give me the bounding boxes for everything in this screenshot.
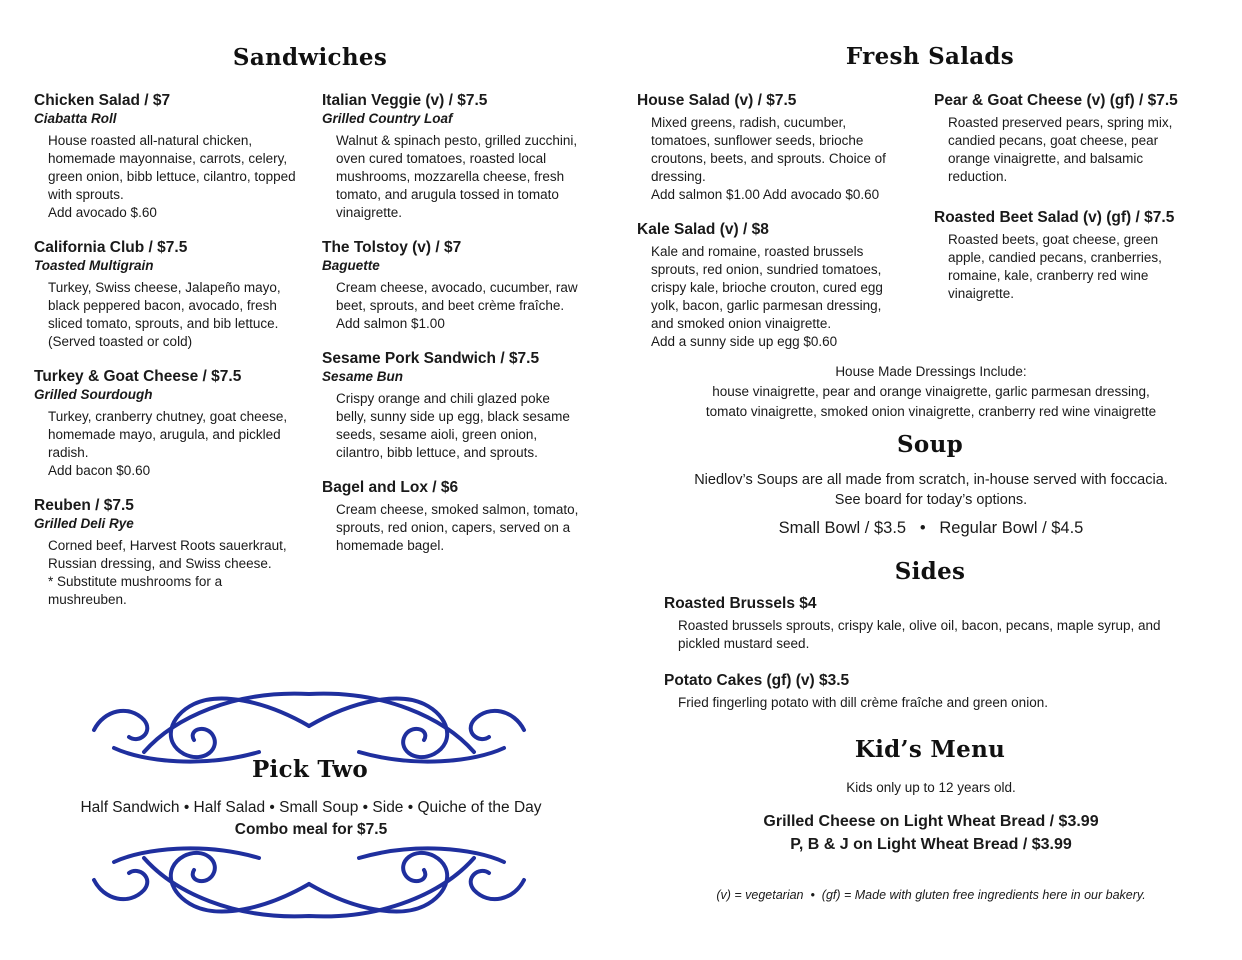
salads-left-column: [637, 91, 905, 367]
dressings-list-line1: house vinaigrette, pear and orange vinaigrette, garlic parmesan dressing,: [712, 384, 1150, 399]
dietary-legend-footnote: (v) = vegetarian • (gf) = Made with gluten free ingredients here in our bakery.: [716, 888, 1146, 902]
menu-item: [322, 349, 584, 462]
item-title: California Club / $7.5: [34, 239, 188, 256]
kids-age-note: Kids only up to 12 years old.: [846, 780, 1016, 795]
item-note: * Substitute mushrooms for a mushreuben.: [48, 574, 223, 607]
kids-menu-heading: Kid’s Menu: [854, 736, 1006, 763]
sandwiches-left-column: [34, 91, 304, 625]
menu-item: [34, 367, 304, 480]
sandwiches-heading: Sandwiches: [232, 44, 388, 71]
salads-right-column: [934, 91, 1196, 319]
item-title: Chicken Salad / $7: [34, 92, 171, 109]
item-description: Mixed greens, radish, cucumber, tomatoes, sunflower seeds, brioche croutons, beets, and sprouts. Choice of dressing.: [651, 115, 886, 184]
item-bread: Grilled Sourdough: [34, 387, 153, 402]
item-bread: Grilled Deli Rye: [34, 516, 134, 531]
dressings-list-line2: tomato vinaigrette, smoked onion vinaigrette, cranberry red wine vinaigrette: [705, 404, 1157, 419]
item-title: Bagel and Lox / $6: [322, 479, 459, 496]
menu-item: [934, 91, 1196, 186]
sides-heading: Sides: [894, 558, 966, 585]
item-bread: Toasted Multigrain: [34, 258, 154, 273]
pick-two-heading: Pick Two: [251, 756, 369, 783]
item-addon: Add bacon $0.60: [48, 463, 151, 478]
item-title: Sesame Pork Sandwich / $7.5: [322, 350, 540, 367]
kids-item-pbj: P, B & J on Light Wheat Bread / $3.99: [790, 836, 1072, 853]
menu-item: [637, 220, 905, 351]
combo-price: Combo meal for $7.5: [234, 821, 388, 838]
soup-heading: Soup: [897, 431, 963, 458]
menu-item: [934, 208, 1196, 303]
item-bread: Grilled Country Loaf: [322, 111, 453, 126]
item-description: Turkey, cranberry chutney, goat cheese, homemade mayo, arugula, and pickled radish.: [48, 409, 288, 460]
menu-item: [664, 594, 1194, 653]
item-description: Roasted brussels sprouts, crispy kale, olive oil, bacon, pecans, maple syrup, and pickled mustard seed.: [678, 618, 1161, 651]
item-description: Cream cheese, smoked salmon, tomato, sprouts, red onion, capers, served on a homemade bagel.: [336, 502, 579, 553]
item-description: Kale and romaine, roasted brussels sprouts, red onion, sundried tomatoes, crispy kale, brioche crouton, cured egg yolk, bacon, garlic parmesan dressing, and smoked onion vinaigrette.: [651, 244, 883, 331]
soup-block: [620, 470, 1242, 538]
soup-sizes: Small Bowl / $3.5 • Regular Bowl / $4.5: [778, 519, 1084, 537]
pick-two-details: [60, 797, 562, 841]
item-title: Italian Veggie (v) / $7.5: [322, 92, 488, 109]
sides-list: [664, 594, 1194, 728]
menu-item: [664, 671, 1194, 712]
item-addon: Add salmon $1.00 Add avocado $0.60: [651, 187, 880, 202]
item-description: Corned beef, Harvest Roots sauerkraut, Russian dressing, and Swiss cheese.: [48, 538, 287, 571]
item-title: The Tolstoy (v) / $7: [322, 239, 462, 256]
item-bread: Sesame Bun: [322, 369, 404, 384]
kids-menu-block: [620, 778, 1242, 856]
soup-description: Niedlov’s Soups are all made from scratch, in-house served with foccacia.: [694, 472, 1168, 488]
item-description: Crispy orange and chili glazed poke belly, sunny side up egg, black sesame seeds, sesame aioli, green onion, cilantro, bibb lettuce, and sprouts.: [336, 391, 570, 460]
item-title: Roasted Beet Salad (v) (gf) / $7.5: [934, 209, 1175, 226]
item-title: Reuben / $7.5: [34, 497, 134, 514]
dressings-block: [620, 362, 1242, 422]
item-description: Fried fingerling potato with dill crème fraîche and green onion.: [678, 695, 1048, 710]
item-title: Pear & Goat Cheese (v) (gf) / $7.5: [934, 92, 1178, 109]
item-bread: Baguette: [322, 258, 380, 273]
item-description: House roasted all-natural chicken, homemade mayonnaise, carrots, celery, green onion, bibb lettuce, cilantro, topped with sprouts.: [48, 133, 296, 202]
pick-two-options: Half Sandwich • Half Salad • Small Soup • Side • Quiche of the Day: [80, 799, 542, 816]
item-description: Turkey, Swiss cheese, Jalapeño mayo, black peppered bacon, avocado, fresh sliced tomato, sprouts, and bib lettuce. (Served toasted or cold): [48, 280, 281, 349]
item-addon: Add avocado $.60: [48, 205, 157, 220]
menu-item: [322, 238, 584, 333]
dressings-title: House Made Dressings Include:: [835, 364, 1027, 379]
bottom-flourish-ornament: [84, 838, 534, 928]
item-title: House Salad (v) / $7.5: [637, 92, 797, 109]
item-title: Roasted Brussels $4: [664, 595, 817, 612]
item-title: Kale Salad (v) / $8: [637, 221, 769, 238]
item-description: Roasted beets, goat cheese, green apple, candied pecans, cranberries, romaine, kale, cranberry red wine vinaigrette.: [948, 232, 1162, 301]
menu-item: [637, 91, 905, 204]
menu-item: [34, 238, 304, 351]
item-title: Turkey & Goat Cheese / $7.5: [34, 368, 242, 385]
sandwiches-right-column: [322, 91, 584, 571]
menu-item: [34, 496, 304, 609]
item-description: Cream cheese, avocado, cucumber, raw beet, sprouts, and beet crème fraîche.: [336, 280, 578, 313]
item-description: Roasted preserved pears, spring mix, candied pecans, goat cheese, pear orange vinaigrette, and balsamic reduction.: [948, 115, 1173, 184]
soup-options-note: See board for today’s options.: [834, 492, 1028, 508]
item-bread: Ciabatta Roll: [34, 111, 117, 126]
salads-heading: Fresh Salads: [845, 43, 1015, 70]
menu-item: [34, 91, 304, 222]
item-title: Potato Cakes (gf) (v) $3.5: [664, 672, 850, 689]
item-addon: Add a sunny side up egg $0.60: [651, 334, 838, 349]
item-addon: Add salmon $1.00: [336, 316, 445, 331]
menu-item: [322, 91, 584, 222]
kids-item-grilled-cheese: Grilled Cheese on Light Wheat Bread / $3.99: [763, 813, 1099, 830]
item-description: Walnut & spinach pesto, grilled zucchini, oven cured tomatoes, roasted local mushrooms, mozzarella cheese, fresh tomato, and arugula tossed in tomato vinaigrette.: [336, 133, 578, 220]
menu-item: [322, 478, 584, 555]
